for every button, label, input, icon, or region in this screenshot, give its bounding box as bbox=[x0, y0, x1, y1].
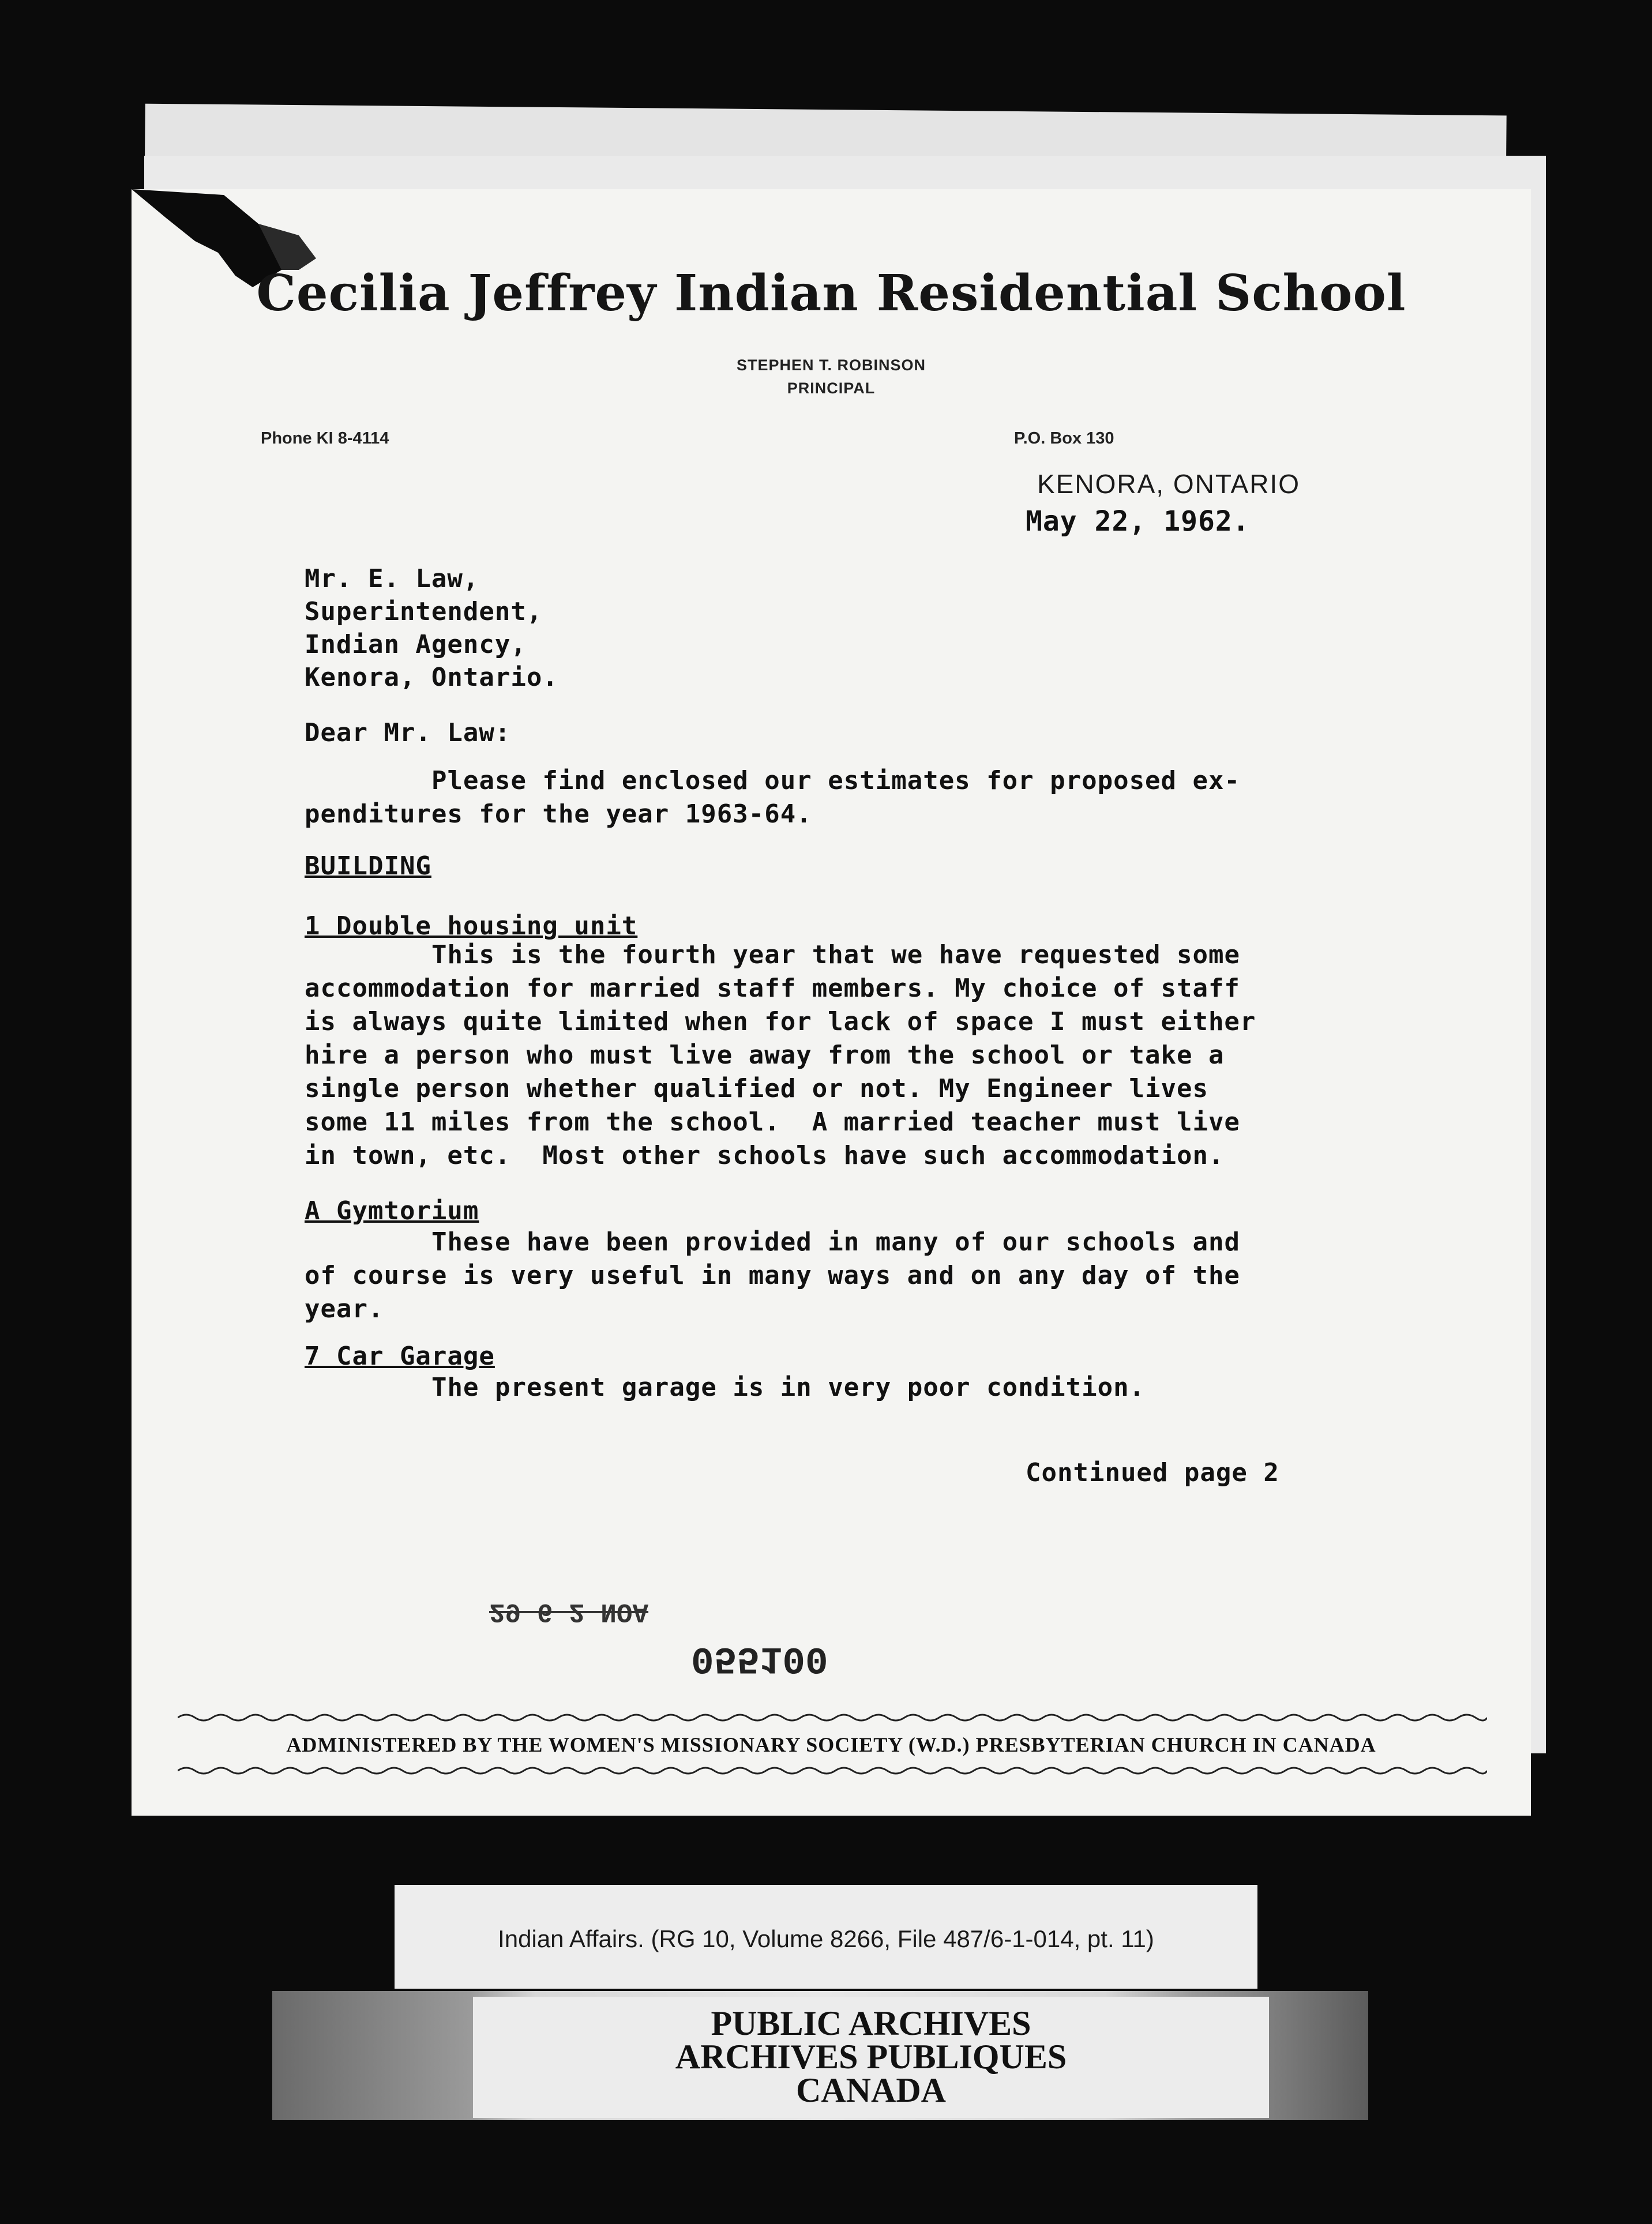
address-line: Indian Agency, bbox=[305, 630, 527, 659]
item-line: single person whether qualified or not. My Engineer lives bbox=[305, 1074, 1208, 1103]
item-heading: 1 Double housing unit bbox=[305, 911, 638, 941]
phone-number: Phone KI 8-4114 bbox=[261, 429, 389, 448]
salutation: Dear Mr. Law: bbox=[305, 718, 511, 747]
archive-line: CANADA bbox=[796, 2071, 946, 2109]
address-line: Mr. E. Law, bbox=[305, 564, 479, 593]
item-line: year. bbox=[305, 1294, 384, 1324]
item-line: hire a person who must live away from the school or take a bbox=[305, 1040, 1225, 1070]
archive-reference-card bbox=[395, 1885, 1257, 1989]
letter-date: May 22, 1962. bbox=[1026, 505, 1250, 538]
item-line: some 11 miles from the school. A married teacher must live bbox=[305, 1107, 1240, 1137]
item-line: in town, etc. Most other schools have such accommodation. bbox=[305, 1141, 1225, 1170]
file-number-stamp: 055100 bbox=[691, 1637, 828, 1680]
city: KENORA, ONTARIO bbox=[1037, 469, 1300, 499]
item-heading: A Gymtorium bbox=[305, 1196, 479, 1226]
item-line: of course is very useful in many ways and on any day of the bbox=[305, 1261, 1240, 1290]
item-line: This is the fourth year that we have requested some bbox=[431, 940, 1241, 970]
archive-line: PUBLIC ARCHIVES bbox=[711, 2004, 1031, 2042]
item-line: is always quite limited when for lack of space I must either bbox=[305, 1007, 1256, 1036]
footer-rule-top bbox=[178, 1712, 1487, 1723]
address-line: Kenora, Ontario. bbox=[305, 663, 558, 692]
po-box: P.O. Box 130 bbox=[1014, 429, 1114, 448]
principal-name: STEPHEN T. ROBINSON bbox=[736, 356, 926, 374]
item-line: The present garage is in very poor condition. bbox=[431, 1373, 1146, 1402]
footer-rule-bottom bbox=[178, 1765, 1487, 1776]
intro-line: penditures for the year 1963-64. bbox=[305, 799, 812, 829]
school-name: Cecilia Jeffrey Indian Residential School bbox=[256, 264, 1406, 322]
intro-line: Please find enclosed our estimates for proposed ex- bbox=[431, 766, 1241, 795]
archive-line: ARCHIVES PUBLIQUES bbox=[675, 2038, 1067, 2076]
section-heading: BUILDING bbox=[305, 851, 431, 881]
address-line: Superintendent, bbox=[305, 597, 543, 626]
principal-title: PRINCIPAL bbox=[787, 380, 876, 397]
item-heading: 7 Car Garage bbox=[305, 1342, 495, 1371]
continued-note: Continued page 2 bbox=[1026, 1458, 1279, 1487]
struck-stamp: 29 6 2 NOA bbox=[489, 1596, 649, 1626]
item-line: These have been provided in many of our schools and bbox=[431, 1227, 1241, 1257]
footer-text: ADMINISTERED BY THE WOMEN'S MISSIONARY SOCIETY (W.D.) PRESBYTERIAN CHURCH IN CANADA bbox=[286, 1733, 1376, 1756]
letter-page bbox=[132, 189, 1531, 1816]
archive-reference: Indian Affairs. (RG 10, Volume 8266, File 487/6-1-014, pt. 11) bbox=[498, 1925, 1154, 1952]
item-line: accommodation for married staff members. My choice of staff bbox=[305, 974, 1240, 1003]
